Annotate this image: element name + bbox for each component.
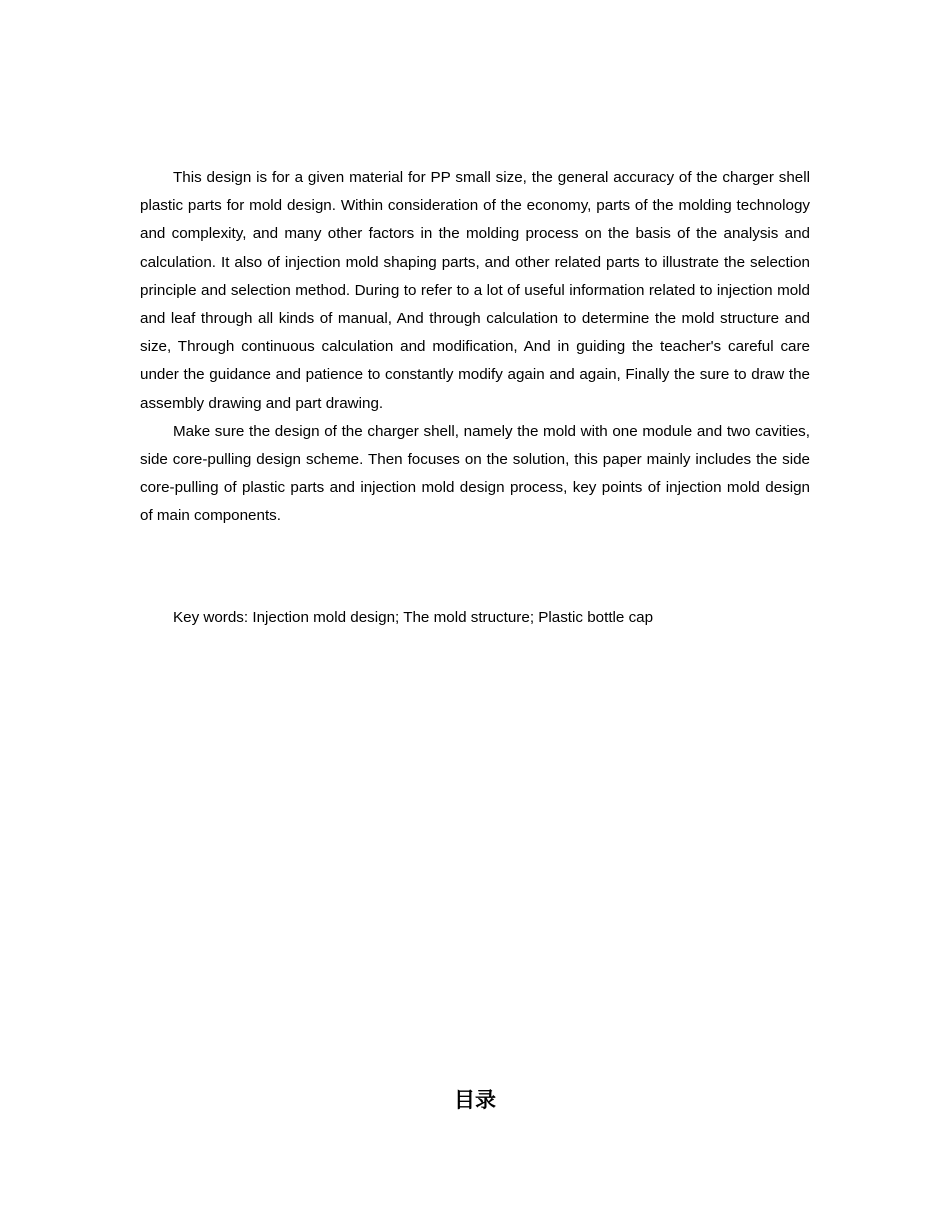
toc-heading: 目录 [454, 1088, 496, 1112]
abstract-section [140, 164, 810, 531]
abstract-paragraph-2: Make sure the design of the charger shell, namely the mold with one module and two cavities, side core-pulling design scheme. Then focuses on the solution, this paper mainly includes the side core-pulling of plastic parts and injection mold design process, key points of injection mold design of main components. [140, 422, 810, 525]
keywords-line [140, 604, 810, 632]
keywords-text: Injection mold design; The mold structure; Plastic bottle cap [252, 609, 654, 626]
keywords-label: Key words [173, 609, 244, 626]
keywords-separator: : [243, 609, 253, 626]
abstract-paragraph-1: This design is for a given material for PP small size, the general accuracy of the charger shell plastic parts for mold design. Within consideration of the economy, parts of the molding technology and complexity, and many other factors in the molding process on the basis of the analysis and calculation. It also of injection mold shaping parts, and other related parts to illustrate the selection principle and selection method. During to refer to a lot of useful information related to injection mold and leaf through all kinds of manual, And through calculation to determine the mold structure and size, Through continuous calculation and modification, And in guiding the teacher's careful care under the guidance and patience to constantly modify again and again, Finally the sure to draw the assembly drawing and part drawing. [140, 169, 810, 412]
